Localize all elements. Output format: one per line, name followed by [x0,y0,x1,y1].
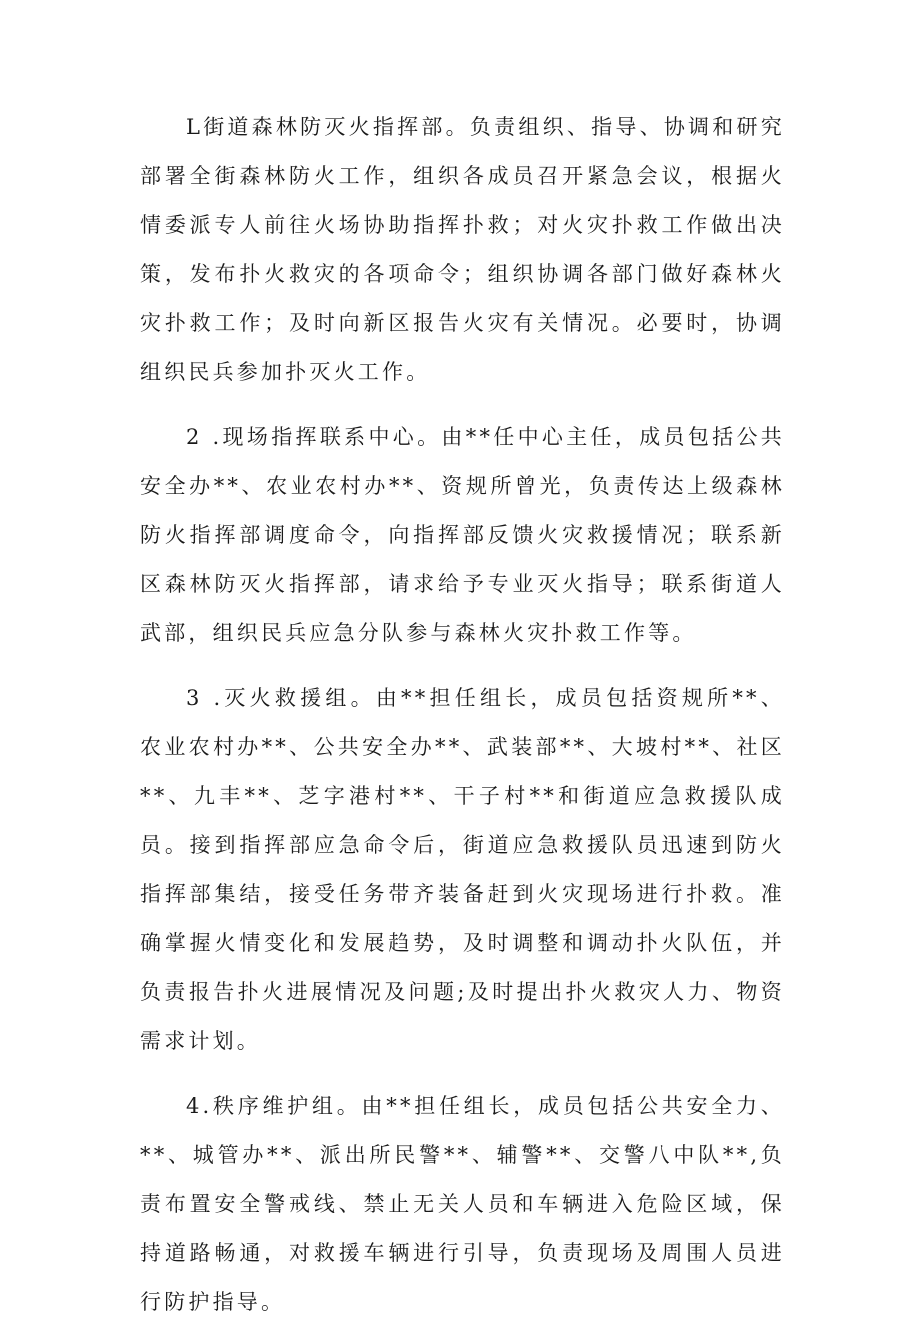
paragraph-rescue-team: 3 .灭火救援组。由**担任组长，成员包括资规所**、农业农村办**、公共安全办**、武装部**、大坡村**、社区**、九丰**、芝字港村**、干子村**和街道应急救援队成员。接到指挥部应急命令后，街道应急救援队员迅速到防火指挥部集结，接受任务带齐装备赶到火灾现场进行扑救。准确掌握火情变化和发展趋势，及时调整和调动扑火队伍，并负责报告扑火进展情况及问题;及时提出扑火救灾人力、物资需求计划。 [140,686,785,1053]
paragraph-order-maintenance: 4.秩序维护组。由**担任组长，成员包括公共安全力、**、城管办**、派出所民警**、辅警**、交警八中队**,负责布置安全警戒线、禁止无关人员和车辆进入危险区域，保持道路畅通，对救援车辆进行引导，负责现场及周围人员进行防护指导。 [140,1094,785,1314]
document-body [140,103,785,1343]
paragraph-command-headquarters: L街道森林防灭火指挥部。负责组织、指导、协调和研究部署全街森林防火工作，组织各成员召开紧急会议，根据火情委派专人前往火场协助指挥扑救；对火灾扑救工作做出决策，发布扑火救灾的各项命令；组织协调各部门做好森林火灾扑救工作；及时向新区报告火灾有关情况。必要时，协调组织民兵参加扑灭火工作。 [140,115,785,384]
paragraph-liaison-center: 2 .现场指挥联系中心。由**任中心主任，成员包括公共安全办**、农业农村办**、资规所曾光，负责传达上级森林防火指挥部调度命令，向指挥部反馈火灾救援情况；联系新区森林防灭火指挥部，请求给予专业灭火指导；联系街道人武部，组织民兵应急分队参与森林火灾扑救工作等。 [140,425,785,645]
